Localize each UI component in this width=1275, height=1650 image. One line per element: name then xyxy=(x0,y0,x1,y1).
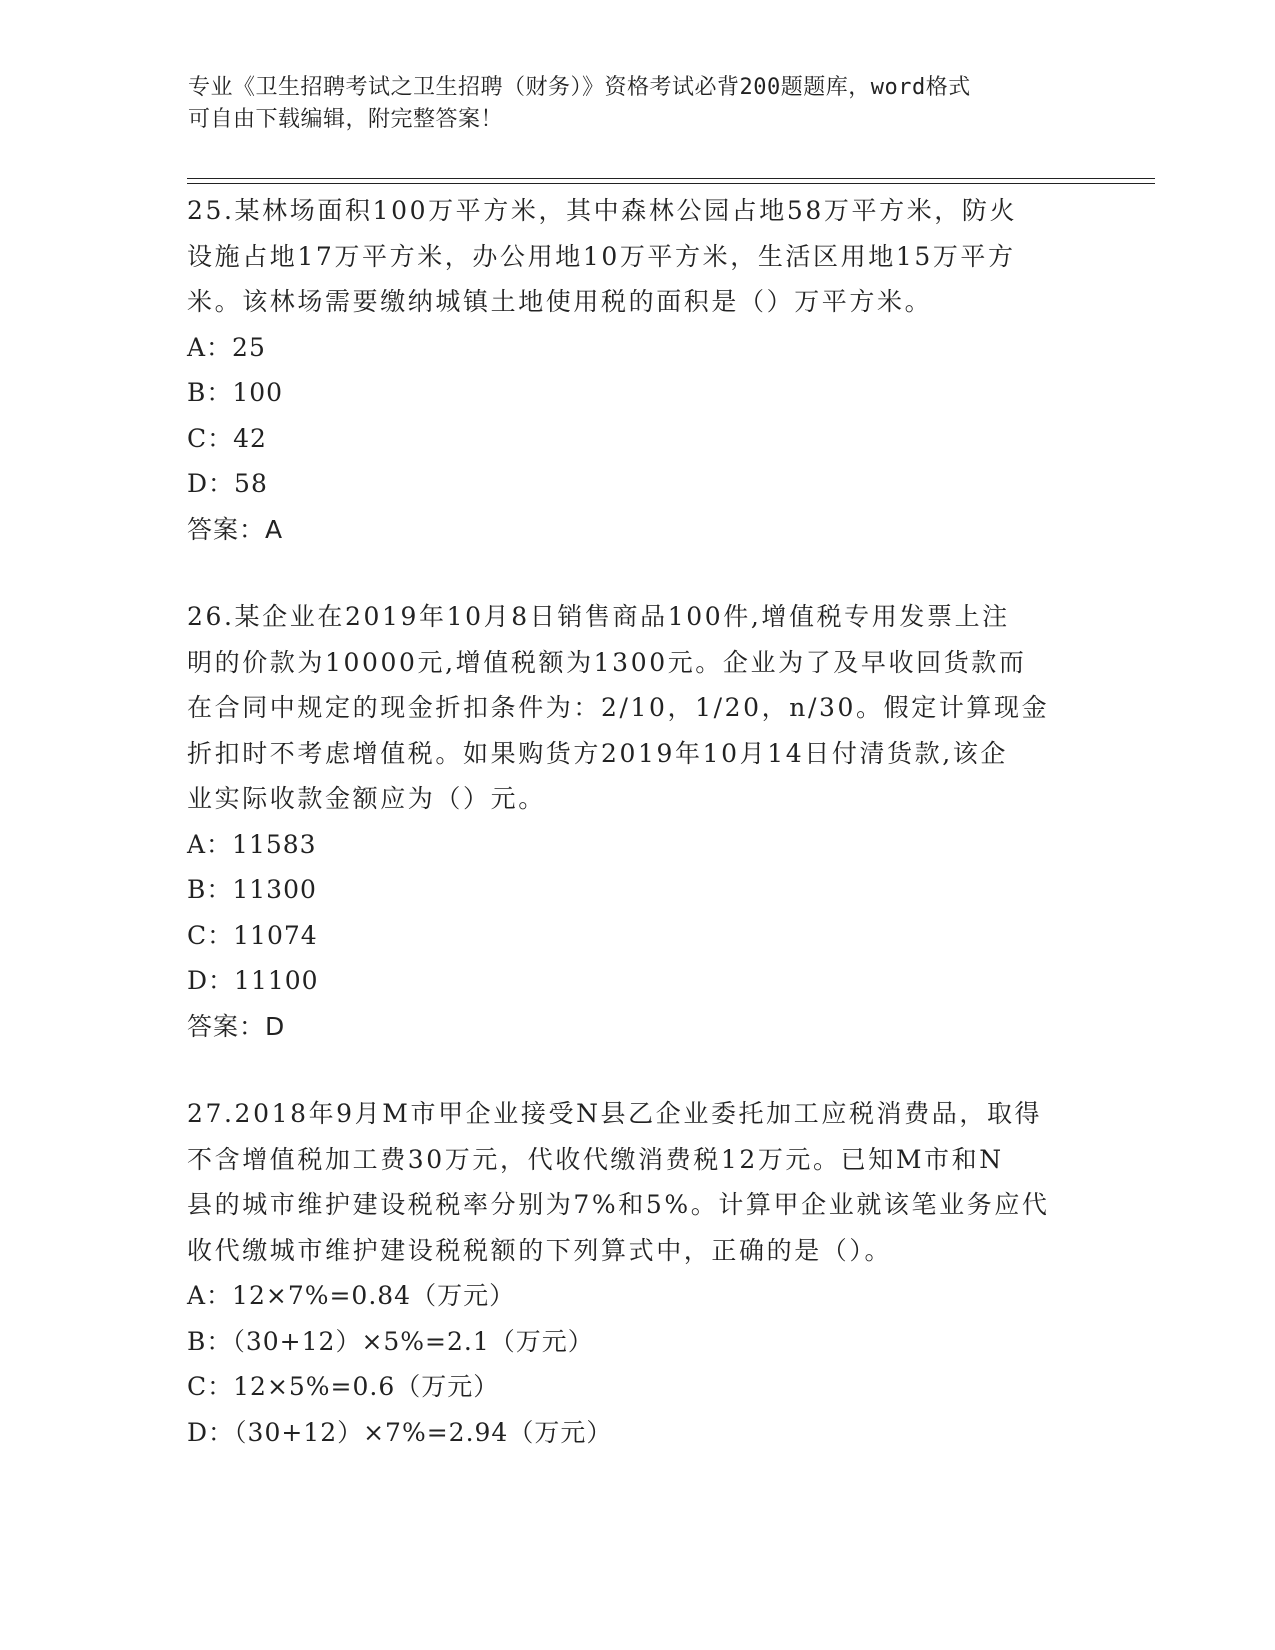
option-b: B：100 xyxy=(187,378,284,407)
answer: 答案：D xyxy=(187,1011,286,1041)
header-divider xyxy=(187,183,1155,184)
document-header xyxy=(188,72,1068,136)
option-d: D：（30+12）×7%=2.94（万元） xyxy=(187,1417,613,1447)
option-c: C：42 xyxy=(187,423,267,453)
option-c: C：11074 xyxy=(187,920,318,950)
option-d: D：58 xyxy=(187,469,268,498)
question-text-line: 县的城市维护建设税税率分别为7%和5%。计算甲企业就该笔业务应代 xyxy=(187,1190,1050,1219)
option-c: C：12×5%=0.6（万元） xyxy=(187,1372,500,1401)
question-text-line: 折扣时不考虑增值税。如果购货方2019年10月14日付清货款,该企 xyxy=(187,738,1008,768)
question-text-line: 明的价款为10000元,增值税额为1300元。企业为了及早收回货款而 xyxy=(187,647,1027,677)
question-list xyxy=(187,188,1087,1497)
option-a: A：25 xyxy=(187,332,266,362)
answer: 答案：A xyxy=(187,514,284,544)
question-text-line: 米。该林场需要缴纳城镇土地使用税的面积是（）万平方米。 xyxy=(187,287,933,316)
question-text-line: 设施占地17万平方米，办公用地10万平方米，生活区用地15万平方 xyxy=(187,241,1016,271)
option-a: A：12×7%=0.84（万元） xyxy=(187,1281,516,1310)
question-text-line: 25.某林场面积100万平方米，其中森林公园占地58万平方米，防火 xyxy=(187,196,1018,225)
option-b: B：（30+12）×5%=2.1（万元） xyxy=(187,1326,594,1356)
question-25 xyxy=(187,188,1087,552)
option-b: B：11300 xyxy=(187,875,317,904)
question-text-line: 收代缴城市维护建设税税额的下列算式中，正确的是（）。 xyxy=(187,1235,893,1265)
header-line: 专业《卫生招聘考试之卫生招聘（财务）》资格考试必背200题题库，word格式 xyxy=(188,75,971,100)
header-line: 可自由下载编辑，附完整答案！ xyxy=(188,107,504,132)
question-text-line: 26.某企业在2019年10月8日销售商品100件,增值税专用发票上注 xyxy=(187,602,1010,631)
question-26 xyxy=(187,594,1087,1049)
question-text-line: 不含增值税加工费30万元，代收代缴消费税12万元。已知M市和N xyxy=(187,1144,1004,1174)
question-text-line: 业实际收款金额应为（）元。 xyxy=(187,784,546,813)
header-divider xyxy=(187,178,1155,179)
question-text-line: 在合同中规定的现金折扣条件为：2/10，1/20，n/30。假定计算现金 xyxy=(187,693,1050,722)
option-d: D：11100 xyxy=(187,966,319,995)
option-a: A：11583 xyxy=(187,829,317,859)
question-27 xyxy=(187,1091,1087,1455)
question-text-line: 27.2018年9月M市甲企业接受N县乙企业委托加工应税消费品，取得 xyxy=(187,1099,1043,1128)
